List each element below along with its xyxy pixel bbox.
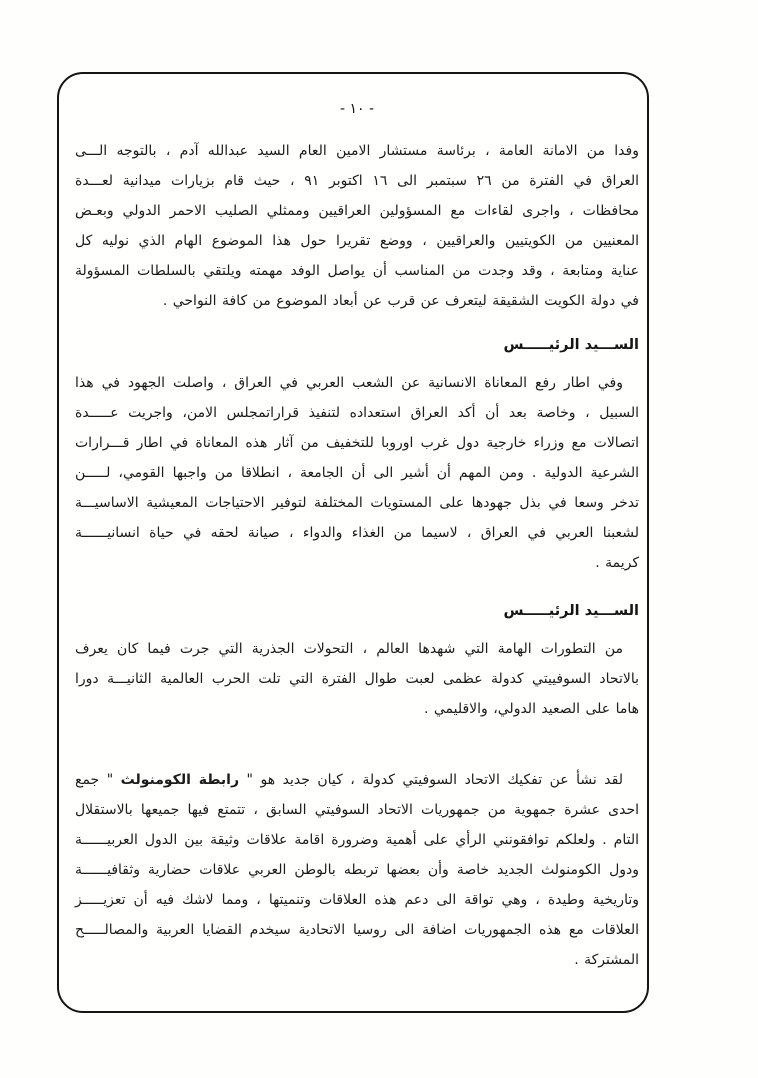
page-border-frame (57, 72, 649, 1013)
text-line: وفي اطار رفع المعاناة الانسانية عن الشعب العربي في العراق ، واصلت الجهود في هذا (75, 375, 623, 391)
page-number: - ١٠ - (339, 101, 375, 117)
text-line (75, 765, 639, 795)
text-line: تدخر وسعا في بذل جهودها على المستويات المختلفة لتوفير الاحتياجات المعيشية الاساسيـــة (75, 495, 639, 511)
text-line: التام . ولعلكم توافقونني الرأي على أهمية وضرورة اقامة علاقات وثيقة بين الدول العربيــــــة (75, 832, 639, 848)
paragraph-humanitarian-suffering (75, 368, 639, 578)
bold-phrase-commonwealth: رابطة الكومنولث (120, 772, 240, 788)
section-heading-mr-president-2: الســـيد الرئيـــــس (503, 603, 639, 619)
line-segment: لقد نشأ عن تفكيك الاتحاد السوفيتي كدولة ، كيان جديد هو " (239, 772, 623, 788)
paragraph-world-transformations (75, 634, 639, 724)
text-line: بالاتحاد السوفييتي كدولة عظمى لعبت طوال الفترة التي تلت الحرب العالمية الثانيـــة دورا (75, 671, 639, 687)
text-line: محافظات ، واجرى لقاءات مع المسؤولين العراقيين وممثلي الصليب الاحمر الدولي وبعـض (75, 203, 639, 219)
text-line: السبيل ، وخاصة بعد أن أكد العراق استعداده لتنفيذ قراراتمجلس الامن، واجريت عـــــدة (75, 405, 639, 421)
text-line: هاما على الصعيد الدولي، والاقليمي . (423, 701, 639, 717)
paragraph-commonwealth (75, 765, 639, 975)
text-line: من التطورات الهامة التي شهدها العالم ، التحولات الجذرية التي جرت فيما كان يعرف (75, 641, 623, 657)
text-line: احدى عشرة جمهوية من جمهوريات الاتحاد السوفيتي السابق ، تتمتع فيها جميعها بالاستقلال (75, 802, 639, 818)
text-line: المشتركة . (574, 952, 639, 968)
text-line: العلاقات مع هذه الجمهوريات اضافة الى روسيا الاتحادية سيخدم القضايا العربية والمصالـــــح (75, 922, 639, 938)
text-line: المعنيين من الكويتيين والعراقيين ، ووضع تقريرا حول هذا الموضوع الهام الذي نوليه كل (75, 233, 639, 249)
text-line: ودول الكومنولث الجديد خاصة وأن بعضها تربطه بالوطن العربي علاقات حضارية وثقافيــــــة (75, 862, 639, 878)
text-line: وتاريخية وطيدة ، وهي تواقة الى دعم هذه العلاقات وتنميتها ، ومما لاشك فيه أن تعزيـــــز (75, 892, 639, 908)
section-heading-mr-president-1: الســـيد الرئيـــــس (503, 337, 639, 353)
text-line: وفدا من الامانة العامة ، برئاسة مستشار الامين العام السيد عبدالله آدم ، بالتوجه الـــى (75, 143, 639, 159)
text-line: العراق في الفترة من ٢٦ سبتمبر الى ١٦ اكتوبر ٩١ ، حيث قام بزيارات ميدانية لعـــدة (75, 173, 639, 189)
text-line: اتصالات مع وزراء خارجية دول غرب اوروبا للتخفيف من آثار هذه المعاناة في اطار قـــرارات (75, 435, 639, 451)
paragraph-delegation-visit (75, 136, 639, 316)
text-line: عناية ومتابعة ، وقد وجدت من المناسب أن يواصل الوفد مهمته ويلتقي بالسلطات المسؤولة (75, 263, 639, 279)
line-segment: " جمع (75, 772, 121, 788)
text-line: لشعبنا العربي في العراق ، لاسيما من الغذاء والدواء ، صيانة لحقه في حياة انسانيــــــة (75, 525, 639, 541)
text-line: الشرعية الدولية . ومن المهم أن أشير الى أن الجامعة ، انطلاقا من واجبها القومي، لـــــن (75, 465, 639, 481)
text-line: كريمة . (595, 555, 639, 571)
page-content (59, 74, 647, 1011)
text-line: في دولة الكويت الشقيقة ليتعرف عن قرب عن أبعاد الموضوع من كافة النواحي . (162, 293, 639, 309)
